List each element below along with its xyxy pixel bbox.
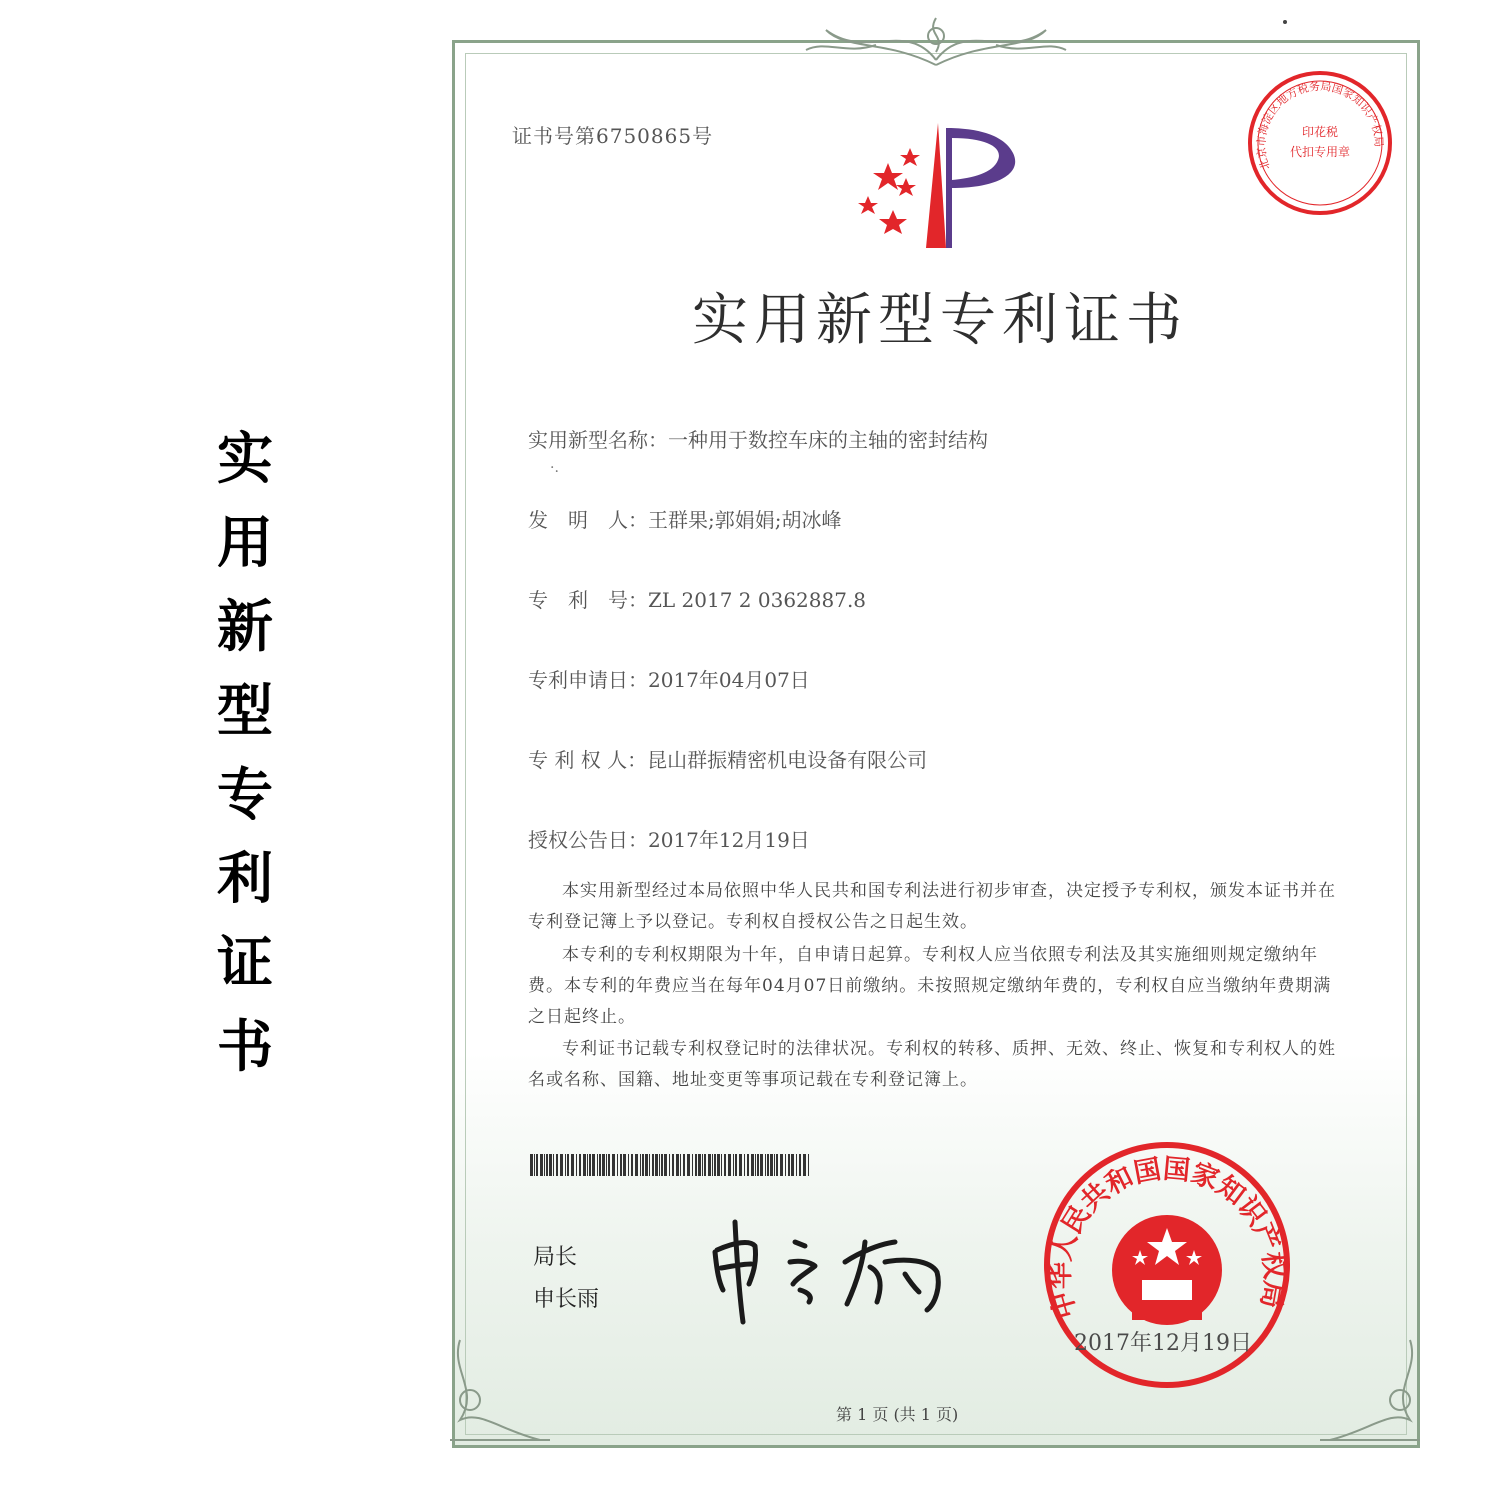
barcode-bar: [560, 1154, 563, 1176]
field-label: 专利申请日：: [528, 668, 648, 692]
barcode-bar: [767, 1154, 769, 1176]
barcode-bar: [544, 1154, 545, 1176]
barcode-bar: [631, 1154, 633, 1176]
barcode-bar: [642, 1154, 644, 1176]
side-title-char: 证: [217, 931, 273, 996]
barcode-bar: [744, 1154, 745, 1176]
field-value: 王群果;郭娟娟;胡冰峰: [648, 508, 842, 532]
barcode-bar: [683, 1154, 685, 1176]
barcode-bar: [655, 1154, 658, 1176]
field-name: [528, 424, 988, 453]
barcode-bar: [724, 1154, 726, 1176]
barcode-bar: [623, 1154, 626, 1176]
director-name: 申长雨: [533, 1287, 600, 1312]
barcode-bar: [776, 1154, 778, 1176]
barcode-bar: [692, 1154, 693, 1176]
field-inventor: [528, 504, 841, 533]
barcode-bar: [659, 1154, 660, 1176]
barcode-bar: [755, 1154, 756, 1176]
side-title-char: 书: [217, 1015, 273, 1080]
field-application-date: [528, 664, 810, 693]
side-title-char: 实: [217, 427, 273, 492]
barcode-bar: [587, 1154, 588, 1176]
field-label: 专 利 权 人：: [528, 748, 648, 772]
barcode-bar: [565, 1154, 566, 1176]
barcode-bar: [628, 1154, 629, 1176]
barcode-bar: [721, 1154, 722, 1176]
barcode-bar: [534, 1154, 535, 1176]
barcode-bar: [751, 1154, 754, 1176]
paragraph: 本专利的专利权期限为十年，自申请日起算。专利权人应当依照专利法及其实施细则规定缴纳年费。本专利的年费应当在每年04月07日前缴纳。未按照规定缴纳年费的，专利权自应当缴纳年费期满之日起终止。: [528, 945, 1332, 1027]
barcode-bar: [546, 1154, 548, 1176]
director-title: 局长: [533, 1245, 578, 1270]
barcode-bar: [672, 1154, 674, 1176]
patent-office-logo-icon: [848, 118, 1028, 253]
paragraph: 专利证书记载专利权登记时的法律状况。专利权的转移、质押、无效、终止、恢复和专利权人的姓名或名称、国籍、地址变更等事项记载在专利登记簿上。: [528, 1039, 1336, 1090]
barcode-bar: [579, 1154, 581, 1176]
field-label: 授权公告日：: [528, 828, 648, 852]
seal-date: 2017年12月19日: [1074, 1331, 1252, 1356]
barcode-bar: [589, 1154, 591, 1176]
barcode-bar: [770, 1154, 773, 1176]
barcode-bar: [635, 1154, 638, 1176]
barcode-bar: [791, 1154, 794, 1176]
seal-text: 中华人民共和国国家知识产权局: [1044, 1153, 1290, 1322]
barcode-bar: [597, 1154, 598, 1176]
side-title-char: 新: [217, 595, 273, 660]
barcode-bar: [602, 1154, 605, 1176]
field-value: 昆山群振精密机电设备有限公司: [647, 748, 928, 772]
field-patent-number: [528, 584, 866, 613]
tax-stamp-outer-text: 北京市海淀区地方税务局国家知识产权局: [1254, 79, 1386, 172]
barcode-bar: [796, 1154, 797, 1176]
signature-icon: [705, 1212, 955, 1327]
speck: ·.: [550, 460, 559, 476]
field-value: 2017年04月07日: [648, 668, 810, 692]
field-value: 一种用于数控车床的主轴的密封结构: [668, 428, 988, 452]
top-ornament-icon: [786, 10, 1086, 70]
barcode-bar: [708, 1154, 711, 1176]
side-title-char: 专: [217, 763, 273, 828]
barcode-bar: [567, 1154, 569, 1176]
barcode-bar: [536, 1154, 538, 1176]
barcode-bar: [728, 1154, 731, 1176]
barcode-bar: [549, 1154, 552, 1176]
barcode-bar: [780, 1154, 783, 1176]
barcode-bar: [669, 1154, 670, 1176]
tax-stamp-inner-2: 代扣专用章: [1289, 145, 1351, 159]
barcode-bar: [680, 1154, 681, 1176]
certificate-title: 实用新型专利证书: [692, 288, 1188, 353]
barcode-bar: [676, 1154, 679, 1176]
barcode-bar: [695, 1154, 697, 1176]
barcode-bar: [785, 1154, 786, 1176]
paragraph: 本实用新型经过本局依照中华人民共和国专利法进行初步审查，决定授予专利权，颁发本证书并在专利登记簿上予以登记。专利权自授权公告之日起生效。: [528, 881, 1336, 932]
barcode-bar: [556, 1154, 558, 1176]
barcode-bar: [757, 1154, 759, 1176]
side-title-char: 用: [217, 511, 273, 576]
barcode-bar: [599, 1154, 601, 1176]
barcode-bar: [774, 1154, 775, 1176]
page-number: 第 1 页 (共 1 页): [836, 1405, 959, 1424]
field-label: 实用新型名称：: [528, 428, 668, 452]
barcode-bar: [583, 1154, 586, 1176]
barcode-bar: [808, 1154, 809, 1176]
certificate-number: 证书号第6750865号: [512, 124, 714, 148]
barcode-bar: [704, 1154, 706, 1176]
barcode-bar: [712, 1154, 713, 1176]
field-value: 2017年12月19日: [648, 828, 810, 852]
barcode-bar: [645, 1154, 648, 1176]
side-title-char: 型: [217, 679, 273, 744]
barcode-bar: [661, 1154, 663, 1176]
barcode-bar: [717, 1154, 720, 1176]
barcode-bar: [664, 1154, 667, 1176]
barcode-bar: [760, 1154, 763, 1176]
corner-ornament-icon: [440, 1330, 560, 1450]
barcode-bar: [571, 1154, 574, 1176]
side-title-char: 利: [217, 847, 273, 912]
field-label: 发 明 人：: [528, 508, 648, 532]
barcode-bar: [620, 1154, 622, 1176]
field-value: ZL 2017 2 0362887.8: [648, 588, 867, 612]
barcode-bar: [612, 1154, 615, 1176]
barcode-bar: [803, 1154, 806, 1176]
barcode-bar: [606, 1154, 607, 1176]
tax-stamp: [1245, 68, 1395, 218]
side-title: [210, 418, 280, 1090]
barcode-icon: [530, 1154, 810, 1176]
tax-stamp-inner-1: 印花税: [1301, 125, 1339, 139]
barcode-bar: [540, 1154, 543, 1176]
field-label: 专 利 号：: [528, 588, 648, 612]
barcode-bar: [652, 1154, 654, 1176]
barcode-bar: [698, 1154, 701, 1176]
barcode-bar: [799, 1154, 801, 1176]
barcode-bar: [735, 1154, 737, 1176]
barcode-bar: [640, 1154, 641, 1176]
corner-ornament-icon: [1310, 1330, 1430, 1450]
barcode-bar: [553, 1154, 554, 1176]
barcode-bar: [733, 1154, 734, 1176]
barcode-bar: [687, 1154, 690, 1176]
barcode-bar: [530, 1154, 533, 1176]
barcode-bar: [739, 1154, 742, 1176]
field-grant-date: [528, 824, 810, 853]
barcode-bar: [702, 1154, 703, 1176]
barcode-bar: [617, 1154, 618, 1176]
barcode-bar: [649, 1154, 650, 1176]
barcode-bar: [592, 1154, 595, 1176]
barcode-bar: [608, 1154, 610, 1176]
speck: [1283, 20, 1287, 24]
barcode-bar: [714, 1154, 716, 1176]
barcode-bar: [747, 1154, 749, 1176]
barcode-bar: [765, 1154, 766, 1176]
barcode-bar: [788, 1154, 790, 1176]
field-patentee: [528, 744, 927, 773]
barcode-bar: [576, 1154, 577, 1176]
